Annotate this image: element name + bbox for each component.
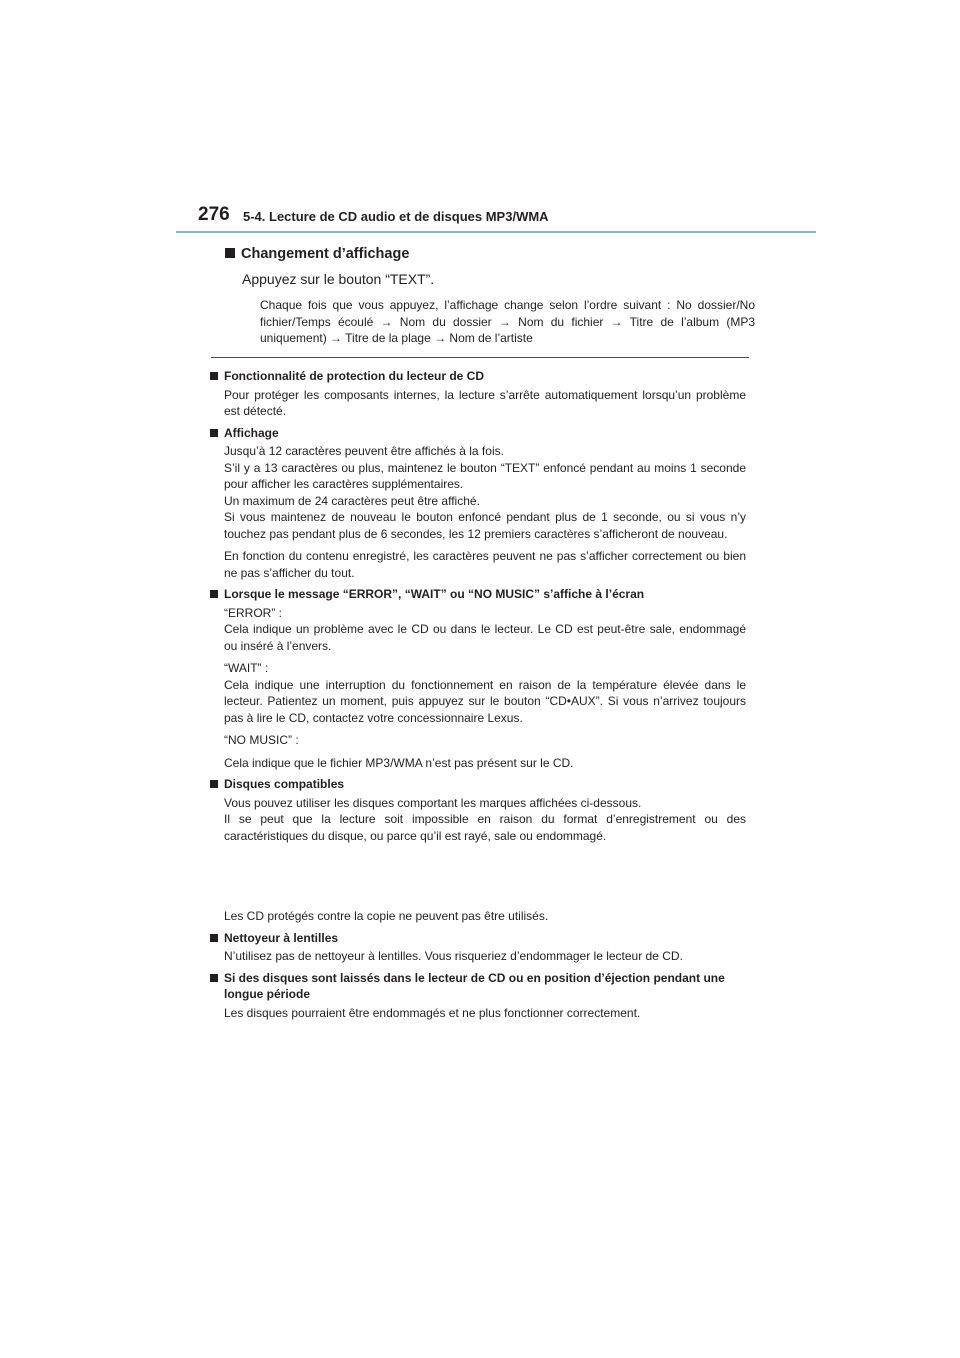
disc-logos-area bbox=[210, 844, 746, 906]
note-title: Fonctionnalité de protection du lecteur de CD bbox=[210, 368, 746, 385]
instruction-detail: Chaque fois que vous appuyez, l’affichage change selon l’ordre suivant : No dossier/No fichier/Temps écoulé → Nom du dossier → Nom du fichier → Titre de l’album (MP3 uniquement) → Titre de la plage → Nom de l’artiste bbox=[260, 298, 755, 345]
square-bullet-icon bbox=[210, 780, 218, 788]
square-bullet-icon bbox=[210, 934, 218, 942]
note-text: Les CD protégés contre la copie ne peuvent pas être utilisés. bbox=[224, 909, 549, 923]
note-display bbox=[210, 425, 746, 582]
error-message-nomusic-label: “NO MUSIC” : bbox=[224, 733, 299, 747]
note-text: N’utilisez pas de nettoyeur à lentilles. Vous risqueriez d’endommager le lecteur de CD. bbox=[224, 949, 683, 963]
square-bullet-icon bbox=[210, 429, 218, 437]
note-text: Vous pouvez utiliser les disques comportant les marques affichées ci-dessous. Il se peut que la lecture soit impossible en raison du format d’enregistrement ou des caractéristiques du disque, ou parce qu’il est rayé, sale ou endommagé. bbox=[224, 795, 746, 843]
error-message-wait: “WAIT” : Cela indique une interruption du fonctionnement en raison de la température élevée dans le lecteur. Patientez un moment, puis appuyez sur le bouton “CD•AUX”. Si vous n’arrivez toujours pas à lire le CD, contactez votre concessionnaire Lexus. bbox=[224, 661, 746, 725]
note-ejection bbox=[210, 970, 746, 1022]
notes-section bbox=[210, 368, 746, 1026]
display-change-section bbox=[225, 244, 755, 347]
note-error-messages bbox=[210, 586, 746, 771]
note-title: Disques compatibles bbox=[210, 776, 746, 793]
note-title: Nettoyeur à lentilles bbox=[210, 930, 746, 947]
square-bullet-icon bbox=[210, 372, 218, 380]
note-protection bbox=[210, 368, 746, 420]
error-message-error: “ERROR” : Cela indique un problème avec le CD ou dans le lecteur. Le CD est peut-être sale, endommagé ou inséré à l’envers. bbox=[224, 605, 746, 653]
square-bullet-icon bbox=[225, 248, 235, 258]
error-message-nomusic-text: Cela indique que le fichier MP3/WMA n’est pas présent sur le CD. bbox=[224, 755, 574, 770]
note-text: Jusqu’à 12 caractères peuvent être affichés à la fois. S’il y a 13 caractères ou plus, maintenez le bouton “TEXT” enfoncé pendant au moins 1 seconde pour afficher les caractères supplémentaires. Un maximum de 24 caractères peut être affiché. Si vous maintenez de nouveau le bouton enfoncé pendant plus de 1 seconde, ou si vous n’y touchez pas pendant plus de 6 secondes, les 12 premiers caractères s’afficheront de nouveau. bbox=[224, 444, 746, 541]
note-title: Affichage bbox=[210, 425, 746, 442]
note-text: Pour protéger les composants internes, la lecture s’arrête automatiquement lorsqu’un problème est détecté. bbox=[224, 387, 746, 418]
notes-divider bbox=[211, 357, 749, 358]
note-lens-cleaner bbox=[210, 930, 746, 965]
section-title: Changement d’affichage bbox=[225, 244, 755, 264]
note-text: Les disques pourraient être endommagés et ne plus fonctionner correctement. bbox=[224, 1005, 641, 1020]
note-compatible-discs bbox=[210, 776, 746, 925]
chapter-title: 5-4. Lecture de CD audio et de disques MP3/WMA bbox=[243, 209, 549, 224]
instruction-text: Appuyez sur le bouton “TEXT”. bbox=[242, 271, 435, 287]
page-number: 276 bbox=[198, 204, 230, 225]
square-bullet-icon bbox=[210, 590, 218, 598]
note-text: En fonction du contenu enregistré, les caractères peuvent ne pas s’afficher correctement ou bien ne pas s’afficher du tout. bbox=[224, 549, 746, 580]
note-title: Lorsque le message “ERROR”, “WAIT” ou “NO MUSIC” s’affiche à l’écran bbox=[210, 586, 746, 603]
note-title: Si des disques sont laissés dans le lecteur de CD ou en position d’éjection pendant une longue période bbox=[210, 970, 746, 1003]
square-bullet-icon bbox=[210, 974, 218, 982]
header-divider bbox=[176, 231, 816, 233]
